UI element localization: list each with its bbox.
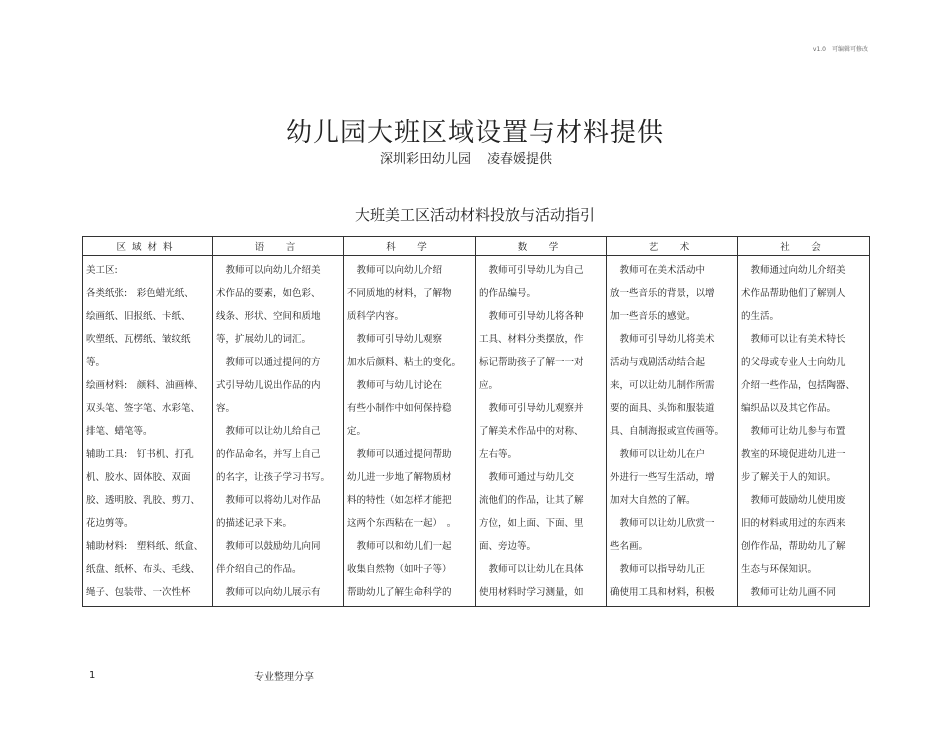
activity-table (82, 236, 870, 607)
cell-language (213, 256, 344, 607)
cell-line: 具、自制海报或宣传画等。 (610, 426, 725, 437)
table-header-row (83, 237, 870, 256)
cell-line: 流他们的作品，让其了解 (479, 495, 584, 506)
cell-line: 教师可以鼓励幼儿向同 (216, 541, 321, 552)
cell-line: 了解美术作品中的对称、 (479, 426, 584, 437)
cell-line: 活动与戏剧活动结合起 (610, 357, 706, 368)
cell-line: 教师可以将幼儿对作品 (216, 495, 321, 506)
cell-line: 教师可在美术活动中 (610, 265, 706, 276)
cell-line: 教师可引导幼儿观察 (347, 334, 443, 345)
cell-line: 教师可引导幼儿将美术 (610, 334, 715, 345)
cell-line: 绘画纸、旧报纸、卡纸、 (86, 311, 191, 322)
cell-line: 双头笔、签字笔、水彩笔、 (86, 403, 201, 414)
cell-line: 教师可鼓励幼儿使用废 (741, 495, 846, 506)
cell-line: 教师可与幼儿讨论在 (347, 380, 443, 391)
cell-line: 的作品编号。 (479, 288, 537, 299)
cell-line: 胶、透明胶、乳胶、剪刀、 (86, 495, 201, 506)
cell-line: 工具、材料分类摆放，作 (479, 334, 584, 345)
subtitle (380, 148, 552, 167)
cell-line: 应。 (479, 380, 499, 391)
cell-line: 方位，如上面、下面、里 (479, 518, 584, 529)
cell-line: 教师可以通过提问帮助 (347, 449, 452, 460)
cell-line: 式引导幼儿说出作品的内 (216, 380, 321, 391)
cell-line: 美工区: (86, 265, 118, 276)
cell-line: 介绍一些作品，包括陶器、 (741, 380, 856, 391)
cell-social (738, 256, 870, 607)
cell-line: 机、胶水、固体胶、双面 (86, 472, 191, 483)
cell-line: 绘画材料: 颜料、油画棒、 (86, 380, 204, 391)
cell-line: 质科学内容。 (347, 311, 405, 322)
header-social: 社 会 (738, 237, 870, 256)
cell-line: 纸盘、纸杯、布头、毛线、 (86, 564, 201, 575)
cell-line: 加对大自然的了解。 (610, 495, 696, 506)
subtitle-org: 深圳彩田幼儿园 (380, 152, 472, 167)
header-math: 数 学 (476, 237, 607, 256)
version-label: v1.0 可编辑可修改 (812, 46, 868, 53)
cell-line: 教师通过向幼儿介绍美 (741, 265, 846, 276)
cell-line: 面、旁边等。 (479, 541, 537, 552)
cell-materials (83, 256, 213, 607)
cell-line: 标记帮助孩子了解一一对 (479, 357, 584, 368)
cell-line: 教师可引导幼儿将各种 (479, 311, 584, 322)
cell-line: 教室的环境促进幼儿进一 (741, 449, 846, 460)
cell-line: 外进行一些写生活动，增 (610, 472, 715, 483)
cell-line: 线条、形状、空间和质地 (216, 311, 321, 322)
cell-line: 的作品命名，并写上自己 (216, 449, 321, 460)
cell-art (607, 256, 738, 607)
cell-line: 教师可让幼儿画不同 (741, 587, 837, 598)
cell-line: 这两个东西粘在一起） 。 (347, 518, 457, 529)
cell-line: 教师可以让幼儿欣赏一 (610, 518, 715, 529)
cell-line: 加水后颜料、粘土的变化。 (347, 357, 462, 368)
cell-science (344, 256, 476, 607)
cell-line: 教师可以向幼儿展示有 (216, 587, 321, 598)
cell-line: 的描述记录下来。 (216, 518, 293, 529)
cell-line: 要的面具、头饰和服装道 (610, 403, 715, 414)
cell-line: 花边剪等。 (86, 518, 134, 529)
cell-line: 排笔、蜡笔等。 (86, 426, 153, 437)
cell-line: 创作作品，帮助幼儿了解 (741, 541, 846, 552)
cell-line: 教师可让幼儿参与布置 (741, 426, 846, 437)
cell-line: 幼儿进一步地了解物质材 (347, 472, 452, 483)
cell-line: 帮助幼儿了解生命科学的 (347, 587, 452, 598)
cell-line: 教师可以向幼儿介绍美 (216, 265, 321, 276)
table-title: 大班美工区活动材料投放与活动指引 (354, 206, 595, 224)
cell-line: 教师可以让有美术特长 (741, 334, 846, 345)
cell-line: 术作品的要素，如色彩、 (216, 288, 321, 299)
header-language: 语 言 (213, 237, 344, 256)
cell-line: 旧的材料或用过的东西来 (741, 518, 846, 529)
cell-line: 等。 (86, 357, 106, 368)
cell-line: 教师可通过与幼儿交 (479, 472, 575, 483)
cell-line: 收集自然物（如叶子等） (347, 564, 452, 575)
cell-line: 定。 (347, 426, 367, 437)
cell-line: 辅助工具: 钉书机、打孔 (86, 449, 194, 460)
cell-line: 的名字，让孩子学习书写。 (216, 472, 331, 483)
cell-line: 术作品帮助他们了解别人 (741, 288, 846, 299)
page-title: 幼儿园大班区域设置与材料提供 (285, 118, 664, 148)
cell-line: 教师可以和幼儿们一起 (347, 541, 452, 552)
cell-line: 加一些音乐的感觉。 (610, 311, 696, 322)
cell-line: 辅助材料: 塑料纸、纸盒、 (86, 541, 204, 552)
cell-line: 教师可引导幼儿为自己 (479, 265, 584, 276)
cell-line: 教师可以让幼儿在具体 (479, 564, 584, 575)
cell-line: 确使用工具和材料，积极 (610, 587, 715, 598)
cell-line: 左右等。 (479, 449, 518, 460)
cell-line: 编织品以及其它作品。 (741, 403, 837, 414)
subtitle-author: 凌春媛提供 (487, 152, 553, 167)
cell-line: 来，可以让幼儿制作所需 (610, 380, 715, 391)
header-science: 科 学 (344, 237, 476, 256)
cell-line: 有些小制作中如何保持稳 (347, 403, 452, 414)
cell-line: 些名画。 (610, 541, 649, 552)
cell-line: 的生活。 (741, 311, 780, 322)
header-art: 艺 术 (607, 237, 738, 256)
cell-line: 吹塑纸、瓦楞纸、皱纹纸 (86, 334, 191, 345)
cell-line: 绳子、包装带、一次性杯 (86, 587, 191, 598)
cell-line: 生态与环保知识。 (741, 564, 818, 575)
cell-line: 伴介绍自己的作品。 (216, 564, 302, 575)
cell-line: 教师可以通过提问的方 (216, 357, 321, 368)
cell-line: 等，扩展幼儿的词汇。 (216, 334, 312, 345)
cell-line: 料的特性（如怎样才能把 (347, 495, 452, 506)
cell-line: 容。 (216, 403, 236, 414)
cell-line: 不同质地的材料，了解物 (347, 288, 452, 299)
cell-line: 放一些音乐的背景，以增 (610, 288, 715, 299)
page-number: 1 (89, 670, 96, 681)
cell-math (476, 256, 607, 607)
table-row (83, 256, 870, 607)
cell-line: 教师可以让幼儿给自己 (216, 426, 321, 437)
cell-line: 教师可以指导幼儿正 (610, 564, 706, 575)
cell-line: 的父母或专业人士向幼儿 (741, 357, 846, 368)
footer-note: 专业整理分享 (254, 672, 314, 683)
cell-line: 教师可引导幼儿观察并 (479, 403, 584, 414)
cell-line: 教师可以向幼儿介绍 (347, 265, 443, 276)
cell-line: 使用材料时学习测量，如 (479, 587, 584, 598)
cell-line: 各类纸张: 彩色蜡光纸、 (86, 288, 194, 299)
cell-line: 教师可以让幼儿在户 (610, 449, 706, 460)
cell-line: 步了解关于人的知识。 (741, 472, 837, 483)
header-materials: 区域材料 (83, 237, 213, 256)
